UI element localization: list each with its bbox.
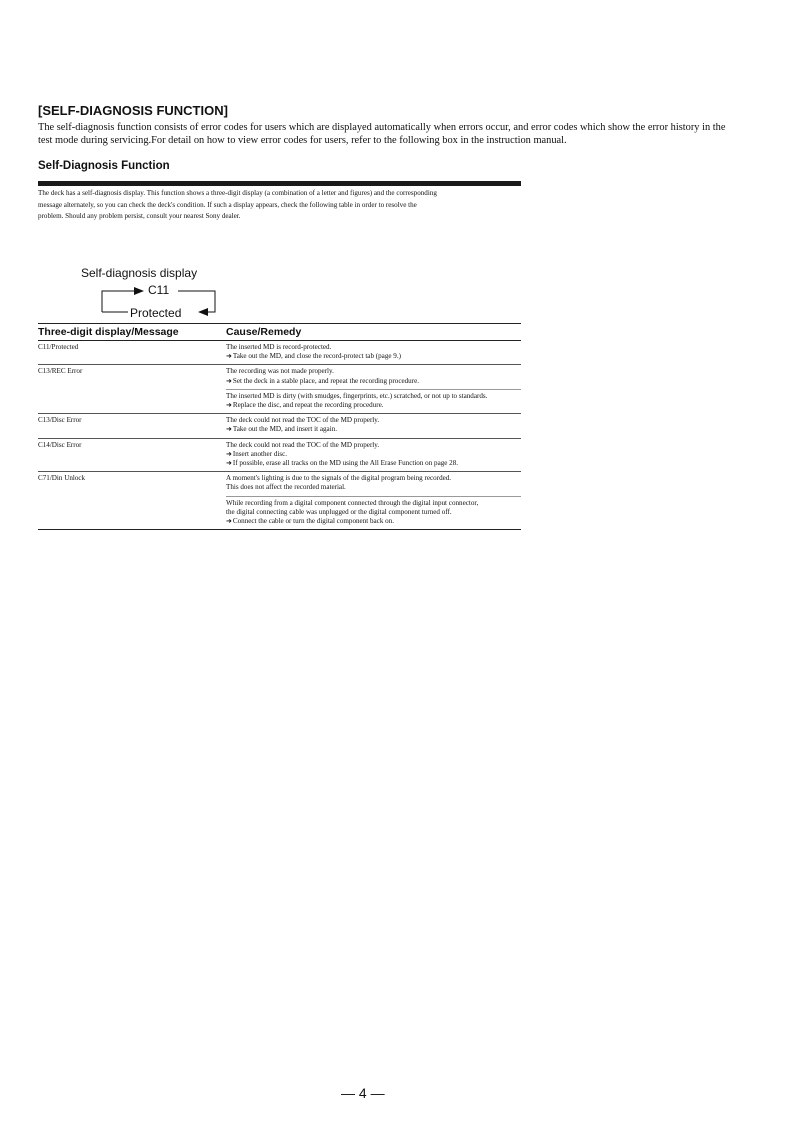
error-code-cell: C71/Din Unlock [38,474,86,483]
table-row [38,438,521,472]
remedy-line [226,367,521,376]
section-description: The deck has a self-diagnosis display. This function shows a three-digit display (a combination of a letter and figures) and the corresponding message alternately, so you can check the deck's condition. If such a display appears, check the following table in order to resolve the problem. Should any problem persist, consult your nearest Sony dealer. [38,189,437,220]
remedy-line [226,499,521,508]
remedy-line [226,441,521,450]
remedy-text: Insert another disc. [232,449,288,458]
error-code-cell: C11/Protected [38,341,226,365]
remedy-text: A moment's lighting is due to the signals of the digital program being recorded. [226,474,452,483]
arrow-right-icon [134,287,144,295]
arrow-right-icon: ➜ [226,459,232,468]
remedy-line [226,343,521,352]
remedy-line [226,352,521,361]
remedy-line [226,474,521,483]
cause-remedy-cell [226,472,521,496]
table-header-row [38,324,521,341]
remedy-text: If possible, erase all tracks on the MD using the All Erase Function on page 28. [232,459,459,468]
arrow-right-icon: ➜ [226,449,232,458]
cause-remedy-cell [226,496,521,530]
header-remedy: Cause/Remedy [226,324,521,341]
error-code-cell: C13/Disc Error [38,414,226,438]
remedy-text: Set the deck in a stable place, and repeat the recording procedure. [232,376,419,385]
remedy-text: The deck could not read the TOC of the MD properly. [226,416,380,425]
diagram-title: Self-diagnosis display [81,266,198,280]
page-title: [SELF-DIAGNOSIS FUNCTION] [38,103,228,118]
intro-paragraph: The self-diagnosis function consists of error codes for users which are displayed automatically when errors occur, and error codes which show the error history in the test mode during servicing.For detail on how to view error codes for users, refer to the following box in the instruction manual. [38,122,726,146]
remedy-line [226,401,521,410]
remedy-line [226,392,521,401]
remedy-text: Connect the cable or turn the digital component back on. [232,517,395,526]
remedy-line [226,483,521,492]
arrow-right-icon: ➜ [226,376,232,385]
remedy-line [226,377,521,386]
table-row [38,389,521,413]
header-code: Three-digit display/Message [38,324,226,341]
section-heading: Self-Diagnosis Function [38,160,170,172]
arrow-left-icon [198,308,208,316]
loop-line-right [178,291,215,312]
remedy-text: Replace the disc, and repeat the recording procedure. [232,401,384,410]
table-body [38,341,521,530]
table-row [38,496,521,530]
error-code-cell [38,389,226,413]
remedy-text: the digital connecting cable was unplugged or the digital component turned off. [226,507,452,516]
diagram-message: Protected [130,306,182,320]
remedy-text: The deck could not read the TOC of the MD properly. [226,440,380,449]
page-number: — 4 — [341,1085,385,1101]
cause-remedy-cell [226,389,521,413]
table-row [38,472,521,496]
error-code-cell: C13/REC Error [38,367,83,376]
remedy-text: The inserted MD is dirty (with smudges, fingerprints, etc.) scratched, or not up to standards. [226,391,488,400]
remedy-text: Take out the MD, and insert it again. [232,425,337,434]
arrow-right-icon: ➜ [226,401,232,410]
remedy-line [226,425,521,434]
table-row [38,341,521,365]
error-code-cell [38,496,226,530]
remedy-line [226,459,521,468]
cause-remedy-cell [226,414,521,438]
cause-remedy-cell [226,438,521,472]
remedy-text: This does not affect the recorded material. [226,483,346,492]
arrow-right-icon: ➜ [226,517,232,526]
cause-remedy-cell [226,341,521,365]
diagram-code: C11 [148,283,170,297]
arrow-right-icon: ➜ [226,425,232,434]
remedy-text: Take out the MD, and close the record-protect tab (page 9.) [232,352,401,361]
cause-remedy-cell [226,365,521,389]
remedy-line [226,508,521,517]
error-table [38,323,521,530]
arrow-right-icon: ➜ [226,352,232,361]
section-rule [38,181,521,186]
remedy-line [226,416,521,425]
table-row [38,414,521,438]
error-code-cell: C14/Disc Error [38,438,226,472]
remedy-text: The inserted MD is record-protected. [226,343,332,351]
remedy-text: The recording was not made properly. [226,367,334,376]
table-row [38,365,521,389]
remedy-line [226,517,521,526]
remedy-line [226,450,521,459]
remedy-text: While recording from a digital component connected through the digital input connector, [226,498,479,507]
